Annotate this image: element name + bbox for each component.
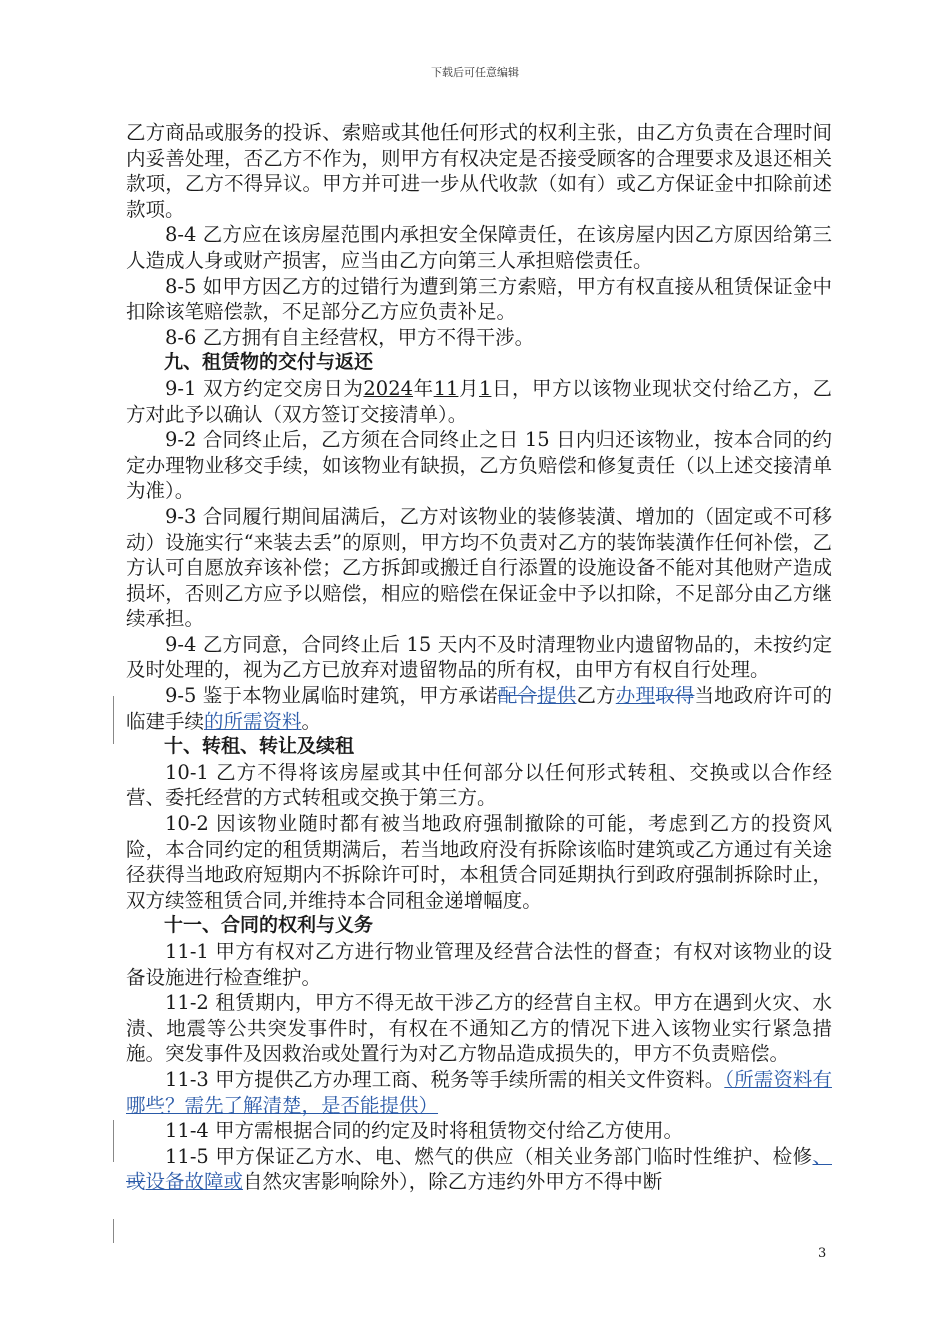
inserted-text: 提供 [537, 684, 577, 708]
section-heading-9: 九、租赁物的交付与返还 [164, 351, 374, 374]
inserted-text: 的所需资料 [204, 709, 302, 733]
section-heading-10: 十、转租、转让及续租 [164, 735, 355, 758]
revision-bar [113, 1120, 114, 1162]
clause-8-6: 8-6 乙方拥有自主经营权，甲方不得干涉。 [165, 325, 535, 349]
section-heading-11: 十一、合同的权利与义务 [164, 914, 374, 937]
clause-9-4: 9-4 乙方同意，合同终止后 15 天内不及时清理物业内遗留物品的，未按约定及时处理的，视为乙方已放弃对遗留物品的所有权，由甲方有权自行处理。 [126, 632, 832, 682]
deleted-text: 取得 [655, 684, 695, 708]
revision-bar [113, 1219, 114, 1243]
clause-9-2: 9-2 合同终止后，乙方须在合同终止之日 15 日内归还该物业，按本合同的约定办理物业移交手续，如该物业有缺损，乙方负赔偿和修复责任（以上述交接清单为准）。 [126, 428, 832, 503]
handover-day: 1 [479, 376, 492, 400]
clause-8-4: 8-4 乙方应在该房屋范围内承担安全保障责任，在该房屋内因乙方原因给第三人造成人身或财产损害，应当由乙方向第三人承担赔偿责任。 [126, 223, 832, 272]
inserted-text: 、 [812, 1144, 832, 1168]
clause-11-1: 11-1 甲方有权对乙方进行物业管理及经营合法性的督查；有权对该物业的设备设施进行检查维护。 [126, 940, 832, 989]
clause-9-5: 9-5 鉴于本物业属临时建筑，甲方承诺配合提供乙方办理取得当地政府许可的临建手续的所需资料。 [126, 684, 832, 733]
handover-month: 11 [433, 376, 459, 400]
page-number: 3 [818, 1246, 827, 1261]
clause-8-5: 8-5 如甲方因乙方的过错行为遭到第三方索赔，甲方有权直接从租赁保证金中扣除该笔赔偿款，不足部分乙方应负责补足。 [126, 274, 832, 324]
clause-9-1: 9-1 双方约定交房日为2024年11月1日，甲方以该物业现状交付给乙方，乙方对此予以确认（双方签订交接清单）。 [126, 376, 832, 426]
revision-bar [113, 696, 114, 744]
clause-11-2: 11-2 租赁期内，甲方不得无故干涉乙方的经营自主权。甲方在遇到火灾、水渍、地震等公共突发事件时，有权在不通知乙方的情况下进入该物业实行紧急措施。突发事件及因救治或处置行为对乙方物品造成损失的，甲方不负责赔偿。 [126, 991, 832, 1066]
document-body [126, 120, 832, 1195]
inserted-text: 办理 [615, 684, 656, 708]
clause-11-5: 11-5 甲方保证乙方水、电、燃气的供应（相关业务部门临时性维护、检修、或设备故障或自然灾害影响除外），除乙方违约外甲方不得中断 [126, 1144, 832, 1194]
inserted-text: 设备故障或 [145, 1170, 244, 1194]
handover-year: 2024 [363, 376, 414, 400]
deleted-text: 或 [126, 1170, 146, 1194]
clause-11-3: 11-3 甲方提供乙方办理工商、税务等手续所需的相关文件资料。（所需资料有哪些？需先了解清楚，是否能提供） [126, 1067, 832, 1117]
clause-11-4: 11-4 甲方需根据合同的约定及时将租赁物交付给乙方使用。 [165, 1119, 684, 1143]
clause-10-2: 10-2 因该物业随时都有被当地政府强制撤除的可能，考虑到乙方的投资风险，本合同约定的租赁期满后，若当地政府没有拆除该临时建筑或乙方通过有关途径获得当地政府短期内不拆除许可时，本租赁合同延期执行到政府强制拆除时止，双方续签租赁合同,并维持本合同租金递增幅度。 [126, 812, 832, 912]
page-header: 下载后可任意编辑 [431, 66, 519, 79]
paragraph: 乙方商品或服务的投诉、索赔或其他任何形式的权利主张，由乙方负责在合理时间内妥善处理，否乙方不作为，则甲方有权决定是否接受顾客的合理要求及退还相关款项，乙方不得异议。甲方并可进一步从代收款（如有）或乙方保证金中扣除前述款项。 [126, 121, 832, 221]
inserted-comment: （所需资料有哪些？需先了解清楚，是否能提供） [126, 1067, 832, 1117]
clause-9-3: 9-3 合同履行期间届满后，乙方对该物业的装修装潢、增加的（固定或不可移动）设施实行“来装去丢”的原则，甲方均不负责对乙方的装饰装潢作任何补偿，乙方认可自愿放弃该补偿；乙方拆卸或搬迁自行添置的设施设备不能对其他财产造成损坏，否则乙方应予以赔偿，相应的赔偿在保证金中予以扣除，不足部分由乙方继续承担。 [126, 504, 832, 631]
clause-10-1: 10-1 乙方不得将该房屋或其中任何部分以任何形式转租、交换或以合作经营、委托经营的方式转租或交换于第三方。 [126, 760, 832, 810]
deleted-text: 配合 [497, 684, 538, 708]
